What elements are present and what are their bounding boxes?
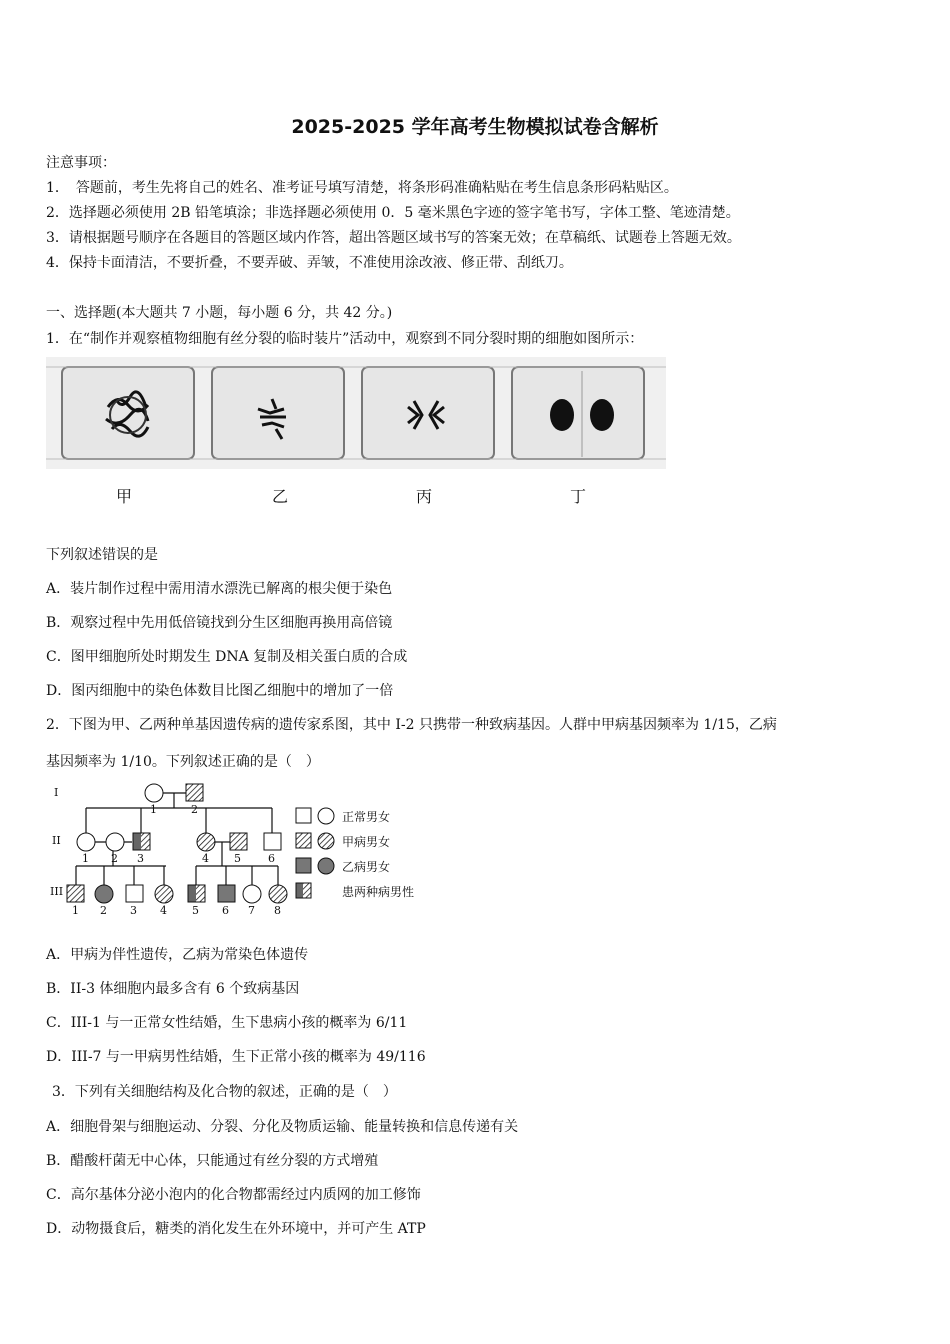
caption-ding: 丁 bbox=[570, 487, 587, 506]
section-heading: 一、选择题(本大题共 7 小题，每小题 6 分，共 42 分。) bbox=[46, 305, 393, 321]
mitosis-micrograph bbox=[46, 357, 666, 469]
gen-label: I bbox=[54, 786, 59, 799]
question-2-stem: 2．下图为甲、乙两种单基因遗传病的遗传家系图，其中 I-2 只携带一种致病基因。人群中甲病基因频率为 1/15，乙病 bbox=[46, 717, 777, 733]
num-III-3: 3 bbox=[130, 904, 137, 917]
num-II-1: 1 bbox=[82, 852, 89, 865]
option-b: B．醋酸杆菌无中心体，只能通过有丝分裂的方式增殖 bbox=[46, 1153, 379, 1169]
II-5 bbox=[230, 833, 247, 850]
num-III-2: 2 bbox=[100, 904, 107, 917]
pedigree-legend bbox=[296, 808, 414, 899]
num-I-2: 2 bbox=[191, 803, 198, 816]
II-6 bbox=[264, 833, 281, 850]
num-II-5: 5 bbox=[234, 852, 241, 865]
pedigree-svg bbox=[46, 778, 446, 918]
caption-jia: 甲 bbox=[116, 487, 133, 506]
legend-normal: 正常男女 bbox=[342, 810, 391, 824]
II-1 bbox=[77, 833, 95, 851]
cell-yi bbox=[212, 367, 344, 459]
question-2-stem-cont: 基因频率为 1/10。下列叙述正确的是（ ） bbox=[46, 754, 320, 770]
num-III-8: 8 bbox=[274, 904, 281, 917]
option-c: C．图甲细胞所处时期发生 DNA 复制及相关蛋白质的合成 bbox=[46, 649, 408, 665]
I-1 bbox=[145, 784, 163, 802]
question-1-prompt: 下列叙述错误的是 bbox=[46, 547, 158, 563]
caption-bing: 丙 bbox=[416, 487, 433, 506]
question-3-stem: 3．下列有关细胞结构及化合物的叙述，正确的是（ ） bbox=[52, 1084, 397, 1100]
option-c: C．高尔基体分泌小泡内的化合物都需经过内质网的加工修饰 bbox=[46, 1187, 421, 1203]
II-4 bbox=[197, 833, 215, 851]
num-III-7: 7 bbox=[248, 904, 255, 917]
notice-item: 4．保持卡面清洁，不要折叠，不要弄破、弄皱，不准使用涂改液、修正带、刮纸刀。 bbox=[46, 255, 573, 271]
num-II-6: 6 bbox=[268, 852, 275, 865]
III-8 bbox=[269, 885, 287, 903]
mitosis-cells-figure bbox=[46, 357, 666, 469]
legend-jia: 甲病男女 bbox=[342, 835, 391, 849]
II-2 bbox=[106, 833, 124, 851]
cell-jia bbox=[62, 367, 194, 459]
option-b: B．观察过程中先用低倍镜找到分生区细胞再换用高倍镜 bbox=[46, 615, 393, 631]
I-2 bbox=[186, 784, 203, 801]
caption-yi: 乙 bbox=[272, 487, 289, 506]
III-1 bbox=[67, 885, 84, 902]
option-a: A．细胞骨架与细胞运动、分裂、分化及物质运输、能量转换和信息传递有关 bbox=[46, 1119, 519, 1135]
num-II-2: 2 bbox=[111, 852, 118, 865]
num-II-4: 4 bbox=[202, 852, 209, 865]
pedigree-chart bbox=[46, 778, 446, 918]
gen-label: II bbox=[52, 834, 61, 847]
option-d: D．图丙细胞中的染色体数目比图乙细胞中的增加了一倍 bbox=[46, 683, 394, 699]
III-7 bbox=[243, 885, 261, 903]
num-III-6: 6 bbox=[222, 904, 229, 917]
III-6 bbox=[218, 885, 235, 902]
III-4 bbox=[155, 885, 173, 903]
legend-both: 患两种病男性 bbox=[342, 885, 415, 899]
notice-item: 3．请根据题号顺序在各题目的答题区域内作答，超出答题区域书写的答案无效；在草稿纸、试题卷上答题无效。 bbox=[46, 230, 741, 246]
notice-item: 1． 答题前，考生先将自己的姓名、准考证号填写清楚，将条形码准确粘贴在考生信息条形码粘贴区。 bbox=[46, 180, 678, 196]
option-a: A．装片制作过程中需用清水漂洗已解离的根尖便于染色 bbox=[46, 581, 393, 597]
III-3 bbox=[126, 885, 143, 902]
option-b: B．II-3 体细胞内最多含有 6 个致病基因 bbox=[46, 981, 300, 997]
notice-item: 2．选择题必须使用 2B 铅笔填涂；非选择题必须使用 0．5 毫米黑色字迹的签字笔书写，字体工整、笔迹清楚。 bbox=[46, 205, 740, 221]
option-d: D．动物摄食后，糖类的消化发生在外环境中，并可产生 ATP bbox=[46, 1221, 426, 1237]
gen-label: III bbox=[50, 885, 64, 898]
num-III-4: 4 bbox=[160, 904, 167, 917]
num-II-3: 3 bbox=[137, 852, 144, 865]
num-I-1: 1 bbox=[150, 803, 157, 816]
III-2 bbox=[95, 885, 113, 903]
notice-heading: 注意事项： bbox=[46, 155, 116, 171]
cell-bing bbox=[362, 367, 494, 459]
question-1-stem: 1．在“制作并观察植物细胞有丝分裂的临时装片”活动中，观察到不同分裂时期的细胞如图所示： bbox=[46, 331, 644, 347]
cell-ding bbox=[512, 367, 644, 459]
option-a: A．甲病为伴性遗传，乙病为常染色体遗传 bbox=[46, 947, 309, 963]
legend-yi: 乙病男女 bbox=[342, 860, 391, 874]
page-title: 2025-2025 学年高考生物模拟试卷含解析 bbox=[291, 116, 659, 138]
option-c: C．III-1 与一正常女性结婚，生下患病小孩的概率为 6/11 bbox=[46, 1015, 408, 1031]
option-d: D．III-7 与一甲病男性结婚，生下正常小孩的概率为 49/116 bbox=[46, 1049, 426, 1065]
num-III-1: 1 bbox=[72, 904, 79, 917]
num-III-5: 5 bbox=[192, 904, 199, 917]
